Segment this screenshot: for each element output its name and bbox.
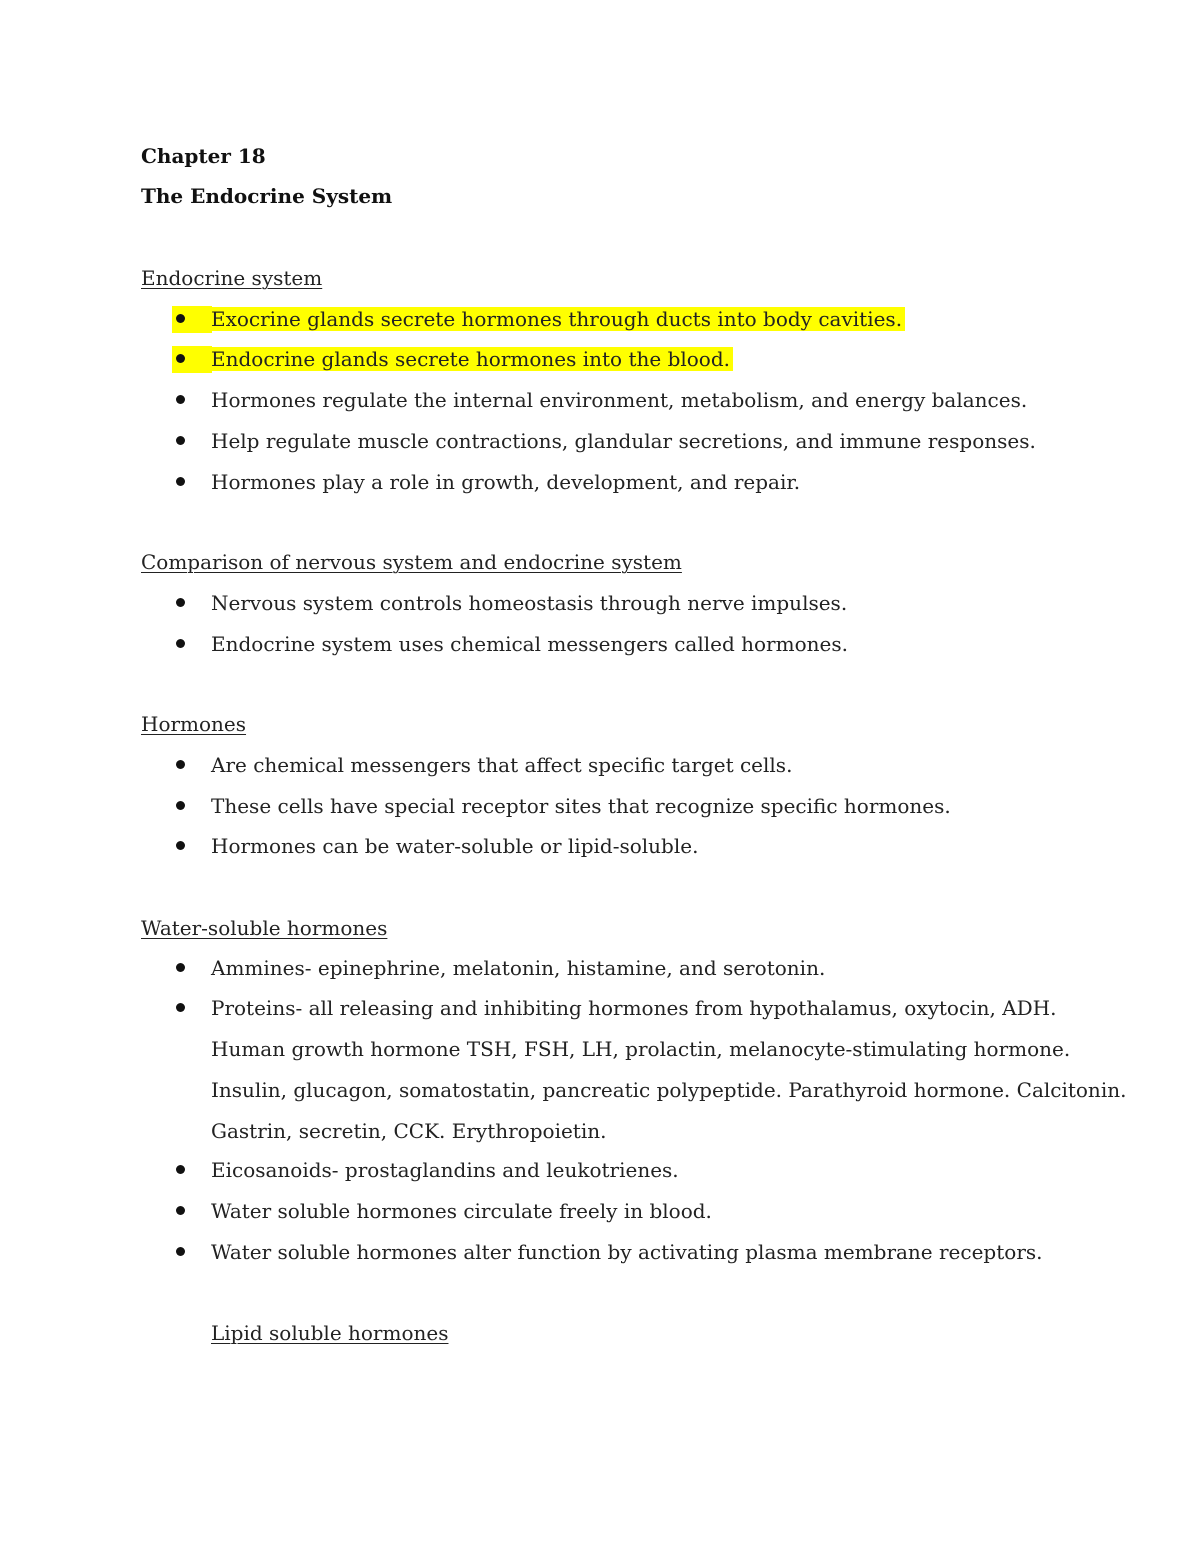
document-title: The Endocrine System [141,184,393,208]
list-item-continuation: Human growth hormone TSH, FSH, LH, prolactin, melanocyte-stimulating hormone. [211,1037,1071,1061]
list-item: Proteins- all releasing and inhibiting hormones from hypothalamus, oxytocin, ADH. [211,996,1057,1020]
bullet-icon [176,639,185,648]
bullet-icon [176,1003,185,1012]
list-item [211,307,905,331]
list-item: Endocrine system uses chemical messengers called hormones. [211,632,848,656]
section-heading-lipid-soluble: Lipid soluble hormones [211,1321,449,1345]
list-item: Nervous system controls homeostasis through nerve impulses. [211,591,848,615]
section-heading-water-soluble: Water-soluble hormones [141,916,388,940]
list-item: Water soluble hormones alter function by activating plasma membrane receptors. [211,1240,1043,1264]
list-item: Ammines- epinephrine, melatonin, histamine, and serotonin. [211,956,826,980]
list-item [211,347,733,371]
bullet-icon [176,314,185,323]
list-item: Eicosanoids- prostaglandins and leukotrienes. [211,1158,679,1182]
chapter-label: Chapter 18 [141,144,266,168]
list-item-continuation: Insulin, glucagon, somatostatin, pancreatic polypeptide. Parathyroid hormone. Calcitonin. [211,1078,1127,1102]
list-item-continuation: Gastrin, secretin, CCK. Erythropoietin. [211,1119,607,1143]
bullet-icon [176,354,185,363]
bullet-icon [176,1206,185,1215]
highlighted-text: Exocrine glands secrete hormones through ducts into body cavities. [209,307,905,331]
bullet-icon [176,395,185,404]
bullet-icon [176,1247,185,1256]
highlighted-text: Endocrine glands secrete hormones into the blood. [209,347,733,371]
list-item: Hormones play a role in growth, development, and repair. [211,470,801,494]
bullet-icon [176,598,185,607]
section-heading-hormones: Hormones [141,712,247,736]
section-heading-comparison: Comparison of nervous system and endocrine system [141,550,682,574]
bullet-icon [176,963,185,972]
list-item: Are chemical messengers that affect specific target cells. [211,753,793,777]
bullet-icon [176,436,185,445]
list-item: These cells have special receptor sites that recognize specific hormones. [211,794,951,818]
bullet-icon [176,841,185,850]
list-item: Hormones can be water-soluble or lipid-soluble. [211,834,699,858]
list-item: Water soluble hormones circulate freely in blood. [211,1199,712,1223]
bullet-icon [176,1165,185,1174]
list-item: Hormones regulate the internal environment, metabolism, and energy balances. [211,388,1028,412]
bullet-icon [176,801,185,810]
list-item: Help regulate muscle contractions, glandular secretions, and immune responses. [211,429,1036,453]
bullet-icon [176,477,185,486]
bullet-icon [176,760,185,769]
section-heading-endocrine-system: Endocrine system [141,266,323,290]
